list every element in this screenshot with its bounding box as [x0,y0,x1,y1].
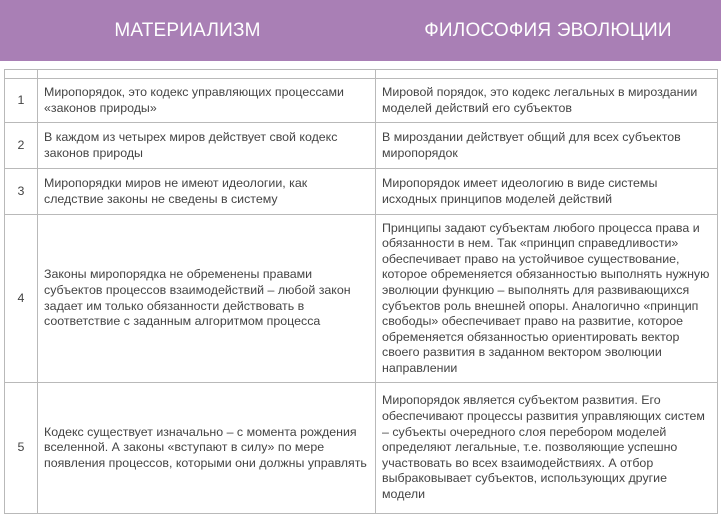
evolution-cell: Миропорядок имеет идеологию в виде системы исходных принципов моделей действий [376,169,718,215]
materialism-cell: Миропорядки миров не имеют идеологии, как следствие законы не сведены в систему [38,169,376,215]
row-number: 4 [5,215,38,383]
empty-cell [5,70,38,79]
evolution-cell: Принципы задают субъектам любого процесса права и обязанности в нем. Так «принцип справедливости» обеспечивает право на устойчивое существование, которое обременяется обязанностью выполнять нужную эволюции функцию – выполнять для развивающихся субъектов роль внешней опоры. Аналогично «принцип свободы» обеспечивает право на развитие, которое обременяется обязанностью ориентировать вектор своего развития в заданном вектором эволюции направлении [376,215,718,383]
empty-cell [38,70,376,79]
header-banner [0,0,721,61]
evolution-cell: В мироздании действует общий для всех субъектов миропорядок [376,123,718,169]
evolution-cell: Мировой порядок, это кодекс легальных в мироздании моделей действий его субъектов [376,79,718,123]
evolution-cell: Миропорядок является субъектом развития. Его обеспечивают процессы развития управляющих систем – субъекты очередного слоя перебором моделей определяют легальные, т.е. позволяющие успешно участвовать во всех взаимодействиях. А отбор выбраковывает субъектов, использующих другие модели [376,383,718,514]
comparison-table [4,69,718,514]
row-number: 5 [5,383,38,514]
header-evolution-title: ФИЛОСОФИЯ ЭВОЛЮЦИИ [424,19,672,41]
row-number: 3 [5,169,38,215]
header-materialism-title: МАТЕРИАЛИЗМ [114,19,261,41]
materialism-cell: В каждом из четырех миров действует свой кодекс законов природы [38,123,376,169]
materialism-cell: Законы миропорядка не обременены правами субъектов процессов взаимодействий – любой закон задает им только обязанности действовать в соответствие с заданным алгоритмом процесса [38,215,376,383]
table-row [5,215,718,383]
table-row [5,383,718,514]
table-header-row-empty [5,70,718,79]
empty-cell [376,70,718,79]
table-row [5,169,718,215]
table-row [5,123,718,169]
row-number: 2 [5,123,38,169]
row-number: 1 [5,79,38,123]
materialism-cell: Кодекс существует изначально – с момента рождения вселенной. А законы «вступают в силу» по мере появления процессов, которыми они должны управлять [38,383,376,514]
materialism-cell: Миропорядок, это кодекс управляющих процессами «законов природы» [38,79,376,123]
table-row [5,79,718,123]
